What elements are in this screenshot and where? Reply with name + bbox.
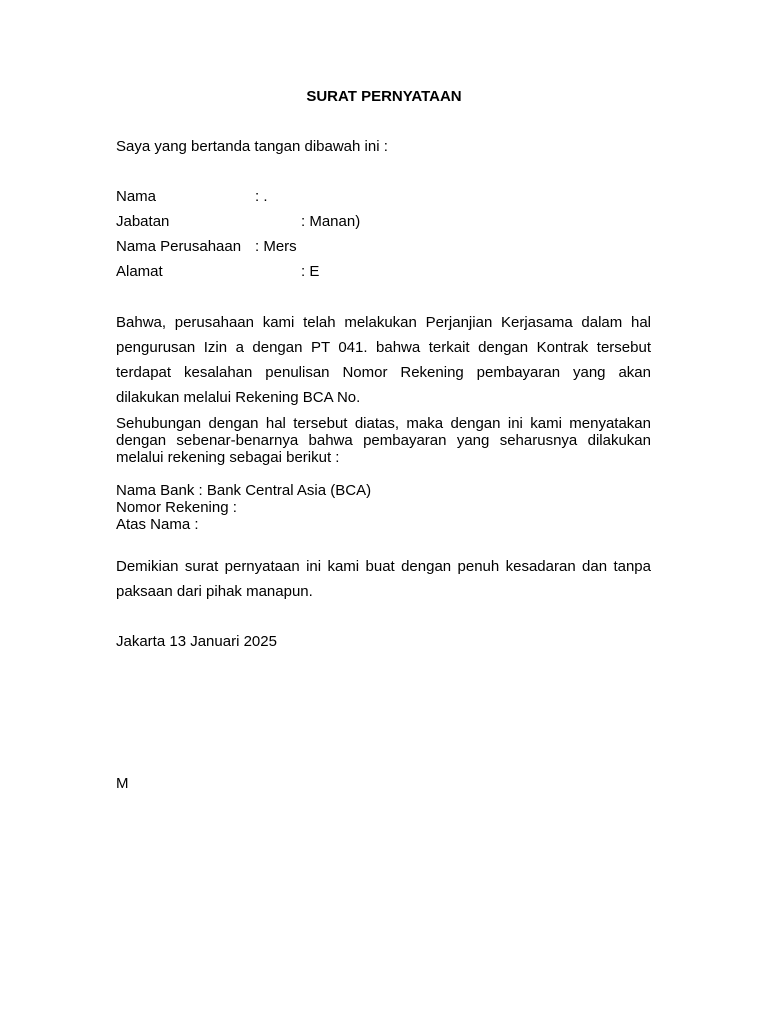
place-date: Jakarta 13 Januari 2025 <box>116 633 277 650</box>
bank-name-line: Nama Bank : Bank Central Asia (BCA) <box>116 482 372 499</box>
field-value-perusahaan: : Mers <box>255 238 297 255</box>
account-holder-line: Atas Nama : <box>116 516 199 533</box>
account-number-line: Nomor Rekening : <box>116 499 237 516</box>
field-label-alamat: Alamat <box>116 263 163 280</box>
paragraph-agreement: Bahwa, perusahaan kami telah melakukan Perjanjian Kerjasama dalam hal pengurusan Izin a dengan PT 041. bahwa terkait dengan Kontrak tersebut terdapat kesalahan penulisan Nomor Rekening pembayaran yang akan dilakukan melalui Rekening BCA No. <box>116 314 651 406</box>
field-label-perusahaan: Nama Perusahaan <box>116 238 242 255</box>
field-label-nama: Nama <box>116 188 157 205</box>
signatory-name: M <box>116 775 129 792</box>
document-title: SURAT PERNYATAAN <box>306 88 462 105</box>
field-value-jabatan: : Manan) <box>301 213 361 230</box>
paragraph-statement: Sehubungan dengan hal tersebut diatas, maka dengan ini kami menyatakan dengan sebenar-benarnya bahwa pembayaran yang seharusnya dilakukan melalui rekening sebagai berikut : <box>116 415 651 466</box>
intro-text: Saya yang bertanda tangan dibawah ini : <box>116 138 388 155</box>
field-value-nama: : . <box>255 188 268 205</box>
field-value-alamat: : E <box>301 263 320 280</box>
field-label-jabatan: Jabatan <box>116 213 170 230</box>
paragraph-closing: Demikian surat pernyataan ini kami buat dengan penuh kesadaran dan tanpa paksaan dari pihak manapun. <box>116 558 651 600</box>
